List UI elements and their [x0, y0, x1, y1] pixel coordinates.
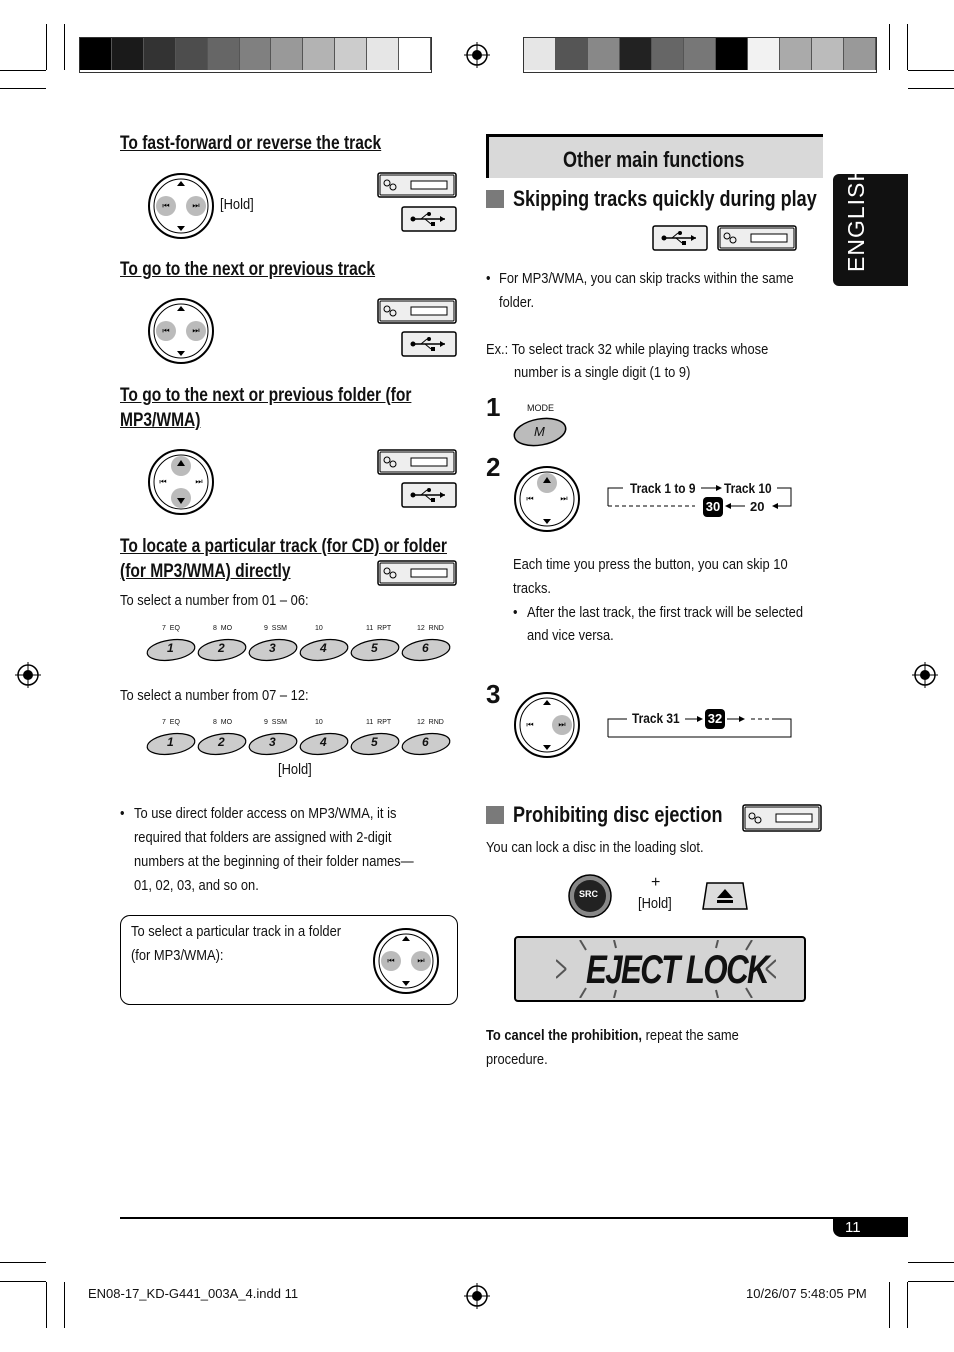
number-key	[248, 625, 298, 665]
number-key-label: 5	[371, 641, 378, 655]
heading-next-previous-folder: To go to the next or previous folder (for	[120, 385, 412, 406]
cancel-note	[486, 1024, 739, 1048]
heading-prohibit-ejection: Prohibiting disc ejection	[513, 802, 723, 827]
note-line: To use direct folder access on MP3/WMA, it is	[134, 805, 397, 822]
box-text: (for MP3/WMA):	[131, 947, 224, 964]
crop-mark	[908, 1262, 954, 1263]
cd-source-icon	[377, 449, 457, 475]
bullet: •	[513, 604, 518, 621]
example-text: number is a single digit (1 to 9)	[514, 364, 691, 381]
control-dial-icon	[146, 172, 216, 240]
heading-marker	[486, 190, 504, 208]
color-swatch	[684, 38, 716, 70]
number-key-label: 2	[218, 735, 225, 749]
number-key-label: 3	[269, 641, 276, 655]
svg-text:⏭: ⏭	[192, 201, 200, 210]
number-key	[146, 719, 196, 759]
svg-text:⏮: ⏮	[162, 326, 170, 335]
lock-note: You can lock a disc in the loading slot.	[486, 839, 704, 856]
color-swatch	[844, 38, 876, 70]
svg-text:⏭: ⏭	[558, 720, 566, 729]
number-keys-row	[146, 719, 452, 759]
number-key	[197, 719, 247, 759]
number-key-sublabel: 12 RND	[417, 719, 444, 726]
cd-source-icon	[742, 804, 822, 832]
example-text: Ex.: To select track 32 while playing tracks whose	[486, 341, 769, 358]
step-number: 2	[486, 452, 501, 482]
svg-text:⏮: ⏮	[526, 494, 534, 503]
track-range-label: Track 1 to 9	[630, 480, 696, 496]
page-number-box	[833, 1219, 908, 1237]
svg-text:⏮: ⏮	[159, 477, 167, 486]
src-label: SRC	[579, 889, 599, 899]
crop-mark	[908, 88, 954, 89]
mode-label: MODE	[527, 403, 554, 413]
color-calibration-bar-right	[523, 37, 877, 73]
control-dial-icon	[512, 465, 582, 533]
number-key-sublabel: 9 SSM	[264, 625, 287, 632]
color-swatch	[588, 38, 620, 70]
registration-mark-icon	[15, 662, 41, 688]
crop-mark	[889, 1282, 890, 1328]
number-key-sublabel: 10	[315, 625, 323, 632]
number-key	[248, 719, 298, 759]
language-tab-label: ENGLISH	[843, 164, 869, 272]
select-07-12-text: To select a number from 07 – 12:	[120, 687, 309, 704]
footer-rule	[120, 1217, 908, 1219]
number-key-sublabel: 11 RPT	[366, 719, 392, 726]
folder-access-note	[134, 802, 459, 898]
crop-mark	[889, 24, 890, 70]
cancel-rest: repeat the same	[642, 1027, 739, 1044]
step-number: 1	[486, 392, 501, 422]
wrap-note: After the last track, the first track will be selected	[527, 604, 804, 621]
step-number: 3	[486, 679, 501, 709]
heading-marker	[486, 806, 504, 824]
number-key-sublabel: 9 SSM	[264, 719, 287, 726]
skip-explanation: Each time you press the button, you can skip 10	[513, 556, 788, 573]
number-keys-row	[146, 625, 452, 665]
color-swatch	[812, 38, 844, 70]
number-key-sublabel: 12 RND	[417, 625, 444, 632]
heading-next-previous-folder-cont: MP3/WMA)	[120, 410, 201, 431]
heading-next-previous-track: To go to the next or previous track	[120, 259, 376, 280]
color-swatch	[240, 38, 272, 70]
registration-mark-icon	[912, 662, 938, 688]
crop-mark	[907, 1282, 908, 1328]
color-swatch	[620, 38, 652, 70]
folder-track-box	[120, 915, 458, 1005]
plus-sign: +	[651, 874, 661, 891]
note-line: 01, 02, 03, and so on.	[134, 877, 259, 894]
section-title-bar	[486, 134, 823, 178]
control-dial-icon	[146, 448, 216, 516]
svg-text:⏭: ⏭	[417, 956, 425, 965]
color-swatch	[208, 38, 240, 70]
section-title: Other main functions	[563, 147, 745, 172]
control-dial-icon	[146, 297, 216, 365]
hold-label: [Hold]	[638, 895, 672, 912]
number-key	[299, 719, 349, 759]
number-key-label: 6	[422, 735, 429, 749]
cd-source-icon	[377, 298, 457, 324]
crop-mark	[0, 1262, 46, 1263]
language-tab	[833, 164, 908, 286]
color-swatch	[335, 38, 367, 70]
cd-source-icon	[377, 560, 457, 586]
number-key-label: 5	[371, 735, 378, 749]
number-key-label: 1	[167, 641, 174, 655]
svg-text:⏮: ⏮	[162, 201, 170, 210]
bullet: •	[120, 805, 125, 822]
heading-locate-track-cont: (for MP3/WMA) directly	[120, 561, 291, 582]
registration-mark-icon	[464, 42, 490, 68]
number-key-sublabel: 8 MO	[213, 719, 233, 726]
number-key-sublabel: 11 RPT	[366, 625, 392, 632]
skip-note: For MP3/WMA, you can skip tracks within the same	[499, 270, 794, 287]
wrap-note: and vice versa.	[527, 627, 614, 644]
control-dial-icon	[512, 691, 582, 759]
number-key-label: 3	[269, 735, 276, 749]
heading-fast-forward: To fast-forward or reverse the track	[120, 133, 382, 154]
number-key	[146, 625, 196, 665]
number-key-sublabel: 7 EQ	[162, 625, 180, 632]
box-text: To select a particular track in a folder	[131, 923, 342, 940]
color-swatch	[144, 38, 176, 70]
registration-mark-icon	[464, 1283, 490, 1309]
number-key	[299, 625, 349, 665]
crop-mark	[0, 88, 46, 89]
crop-mark	[908, 70, 954, 71]
eject-lock-text: EJECT LOCK	[586, 948, 769, 992]
usb-source-icon	[401, 331, 457, 357]
svg-text:⏭: ⏭	[192, 326, 200, 335]
page-number: 11	[845, 1219, 861, 1236]
color-swatch	[748, 38, 780, 70]
color-swatch	[80, 38, 112, 70]
footer-file: EN08-17_KD-G441_003A_4.indd 11	[88, 1286, 299, 1301]
cancel-bold: To cancel the prohibition,	[486, 1027, 643, 1044]
cancel-note: procedure.	[486, 1051, 548, 1068]
heading-skipping-tracks: Skipping tracks quickly during play	[513, 186, 817, 211]
skip-note: folder.	[499, 294, 535, 311]
color-swatch	[524, 38, 556, 70]
footer-timestamp: 10/26/07 5:48:05 PM	[746, 1286, 867, 1301]
number-key	[197, 625, 247, 665]
crop-mark	[907, 24, 908, 70]
crop-mark	[0, 1281, 46, 1282]
select-01-06-text: To select a number from 01 – 06:	[120, 592, 309, 609]
number-key-label: 4	[320, 641, 327, 655]
heading-locate-track: To locate a particular track (for CD) or folder	[120, 536, 447, 557]
number-key-sublabel: 7 EQ	[162, 719, 180, 726]
crop-mark	[46, 1282, 47, 1328]
hold-label: [Hold]	[278, 761, 312, 778]
color-swatch	[367, 38, 399, 70]
usb-source-icon	[652, 225, 708, 251]
mode-key: M	[534, 424, 545, 439]
usb-source-icon	[401, 482, 457, 508]
number-key	[401, 719, 451, 759]
note-line: required that folders are assigned with 2-digit	[134, 829, 392, 846]
usb-source-icon	[401, 206, 457, 232]
number-key	[350, 625, 400, 665]
crop-mark	[64, 1282, 65, 1328]
color-calibration-bar-left	[79, 37, 432, 73]
crop-mark	[0, 70, 46, 71]
color-swatch	[652, 38, 684, 70]
number-key	[350, 719, 400, 759]
svg-text:⏭: ⏭	[560, 494, 568, 503]
color-swatch	[303, 38, 335, 70]
color-swatch	[556, 38, 588, 70]
number-key-label: 6	[422, 641, 429, 655]
number-key-label: 2	[218, 641, 225, 655]
number-key-label: 4	[320, 735, 327, 749]
color-swatch	[176, 38, 208, 70]
color-swatch	[271, 38, 303, 70]
svg-text:⏭: ⏭	[195, 477, 203, 486]
track-number-label: 20	[750, 499, 765, 514]
note-line: numbers at the beginning of their folder names—	[134, 853, 414, 870]
color-swatch	[112, 38, 144, 70]
control-dial-icon	[371, 927, 441, 995]
track-number-badge: 30	[703, 497, 723, 517]
color-swatch	[399, 38, 431, 70]
crop-mark	[64, 24, 65, 70]
number-key-sublabel: 10	[315, 719, 323, 726]
track-label: Track 31	[632, 710, 680, 726]
hold-label: [Hold]	[220, 196, 254, 213]
cd-source-icon	[717, 225, 797, 251]
bullet: •	[486, 270, 491, 287]
svg-text:⏮: ⏮	[387, 956, 395, 965]
crop-mark	[46, 24, 47, 70]
crop-mark	[908, 1281, 954, 1282]
cd-source-icon	[377, 172, 457, 198]
skip-explanation: tracks.	[513, 580, 552, 597]
number-key-sublabel: 8 MO	[213, 625, 233, 632]
track-number-badge: 32	[705, 709, 725, 729]
number-key-label: 1	[167, 735, 174, 749]
track-label: Track 10	[724, 480, 772, 496]
eject-button-icon	[701, 881, 749, 911]
svg-text:⏮: ⏮	[526, 720, 534, 729]
eject-lock-display	[514, 936, 806, 1002]
number-key	[401, 625, 451, 665]
color-swatch	[780, 38, 812, 70]
color-swatch	[716, 38, 748, 70]
